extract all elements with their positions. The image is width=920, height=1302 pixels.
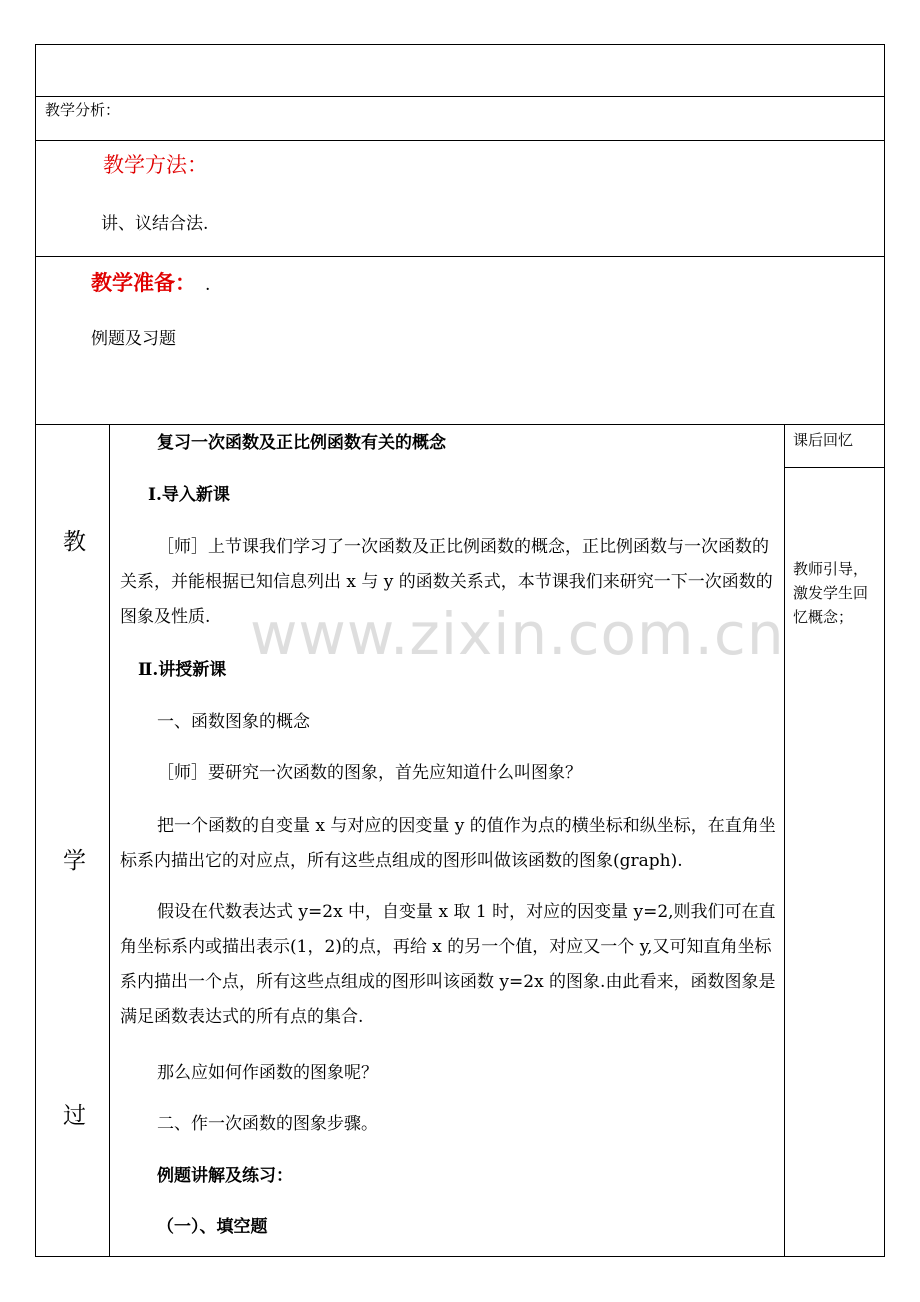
section-intro: Ⅰ.导入新课 [148, 485, 230, 505]
paragraph-example: 假设在代数表达式 y=2x 中，自变量 x 取 1 时，对应的因变量 y=2,则我们可在直角坐标系内或描出表示(1，2)的点，再给 x 的另一个值，对应又一个 y,又可知直角坐标系内描出一个点，所有这些点组成的图形叫该函数 y=2x 的图象.由此看来，函数图象是满足函数表达式的所有点的集合. [120, 902, 776, 1027]
side-header-divider [784, 467, 885, 468]
side-header: 课后回忆 [793, 431, 854, 449]
column-divider [784, 424, 785, 1257]
row-divider [35, 424, 885, 425]
topic-concept: 一、函数图象的概念 [157, 712, 310, 732]
watermark: www.zixin.com.cn [250, 600, 785, 668]
row-divider [35, 256, 885, 257]
paragraph-definition: 把一个函数的自变量 x 与对应的因变量 y 的值作为点的横坐标和纵坐标，在直角坐标系内描出它的对应点，所有这些点组成的图形叫做该函数的图象(graph). [120, 816, 776, 871]
side-char-xue: 学 [63, 848, 86, 874]
prep-title: 教学准备： [91, 270, 196, 295]
method-content: 讲、议结合法. [101, 214, 209, 234]
teacher-question: ［师］要研究一次函数的图象，首先应知道什么叫图象？ [157, 763, 582, 783]
row-divider [35, 140, 885, 141]
row-divider [35, 96, 885, 97]
analysis-label: 教学分析： [45, 101, 121, 119]
question-how: 那么应如何作函数的图象呢？ [157, 1063, 378, 1083]
method-title: 教学方法： [103, 153, 208, 177]
section-teach: Ⅱ.讲授新课 [138, 660, 227, 680]
prep-dot: . [205, 275, 211, 295]
side-char-guo: 过 [63, 1103, 86, 1129]
example-heading: 例题讲解及练习： [157, 1166, 293, 1186]
topic-steps: 二、作一次函数的图象步骤。 [157, 1114, 378, 1134]
fill-blank-heading: （一）、填空题 [157, 1217, 268, 1237]
side-char-jiao: 教 [63, 529, 86, 555]
side-note: 教师引导，激发学生回忆概念； [793, 560, 869, 626]
prep-content: 例题及习题 [91, 329, 176, 349]
column-divider [109, 424, 110, 1257]
paragraph-intro: ［师］上节课我们学习了一次函数及正比例函数的概念，正比例函数与一次函数的关系，并能根据已知信息列出 x 与 y 的函数关系式，本节课我们来研究一下一次函数的图象及性质. [120, 537, 773, 627]
review-heading: 复习一次函数及正比例函数有关的概念 [157, 433, 446, 453]
